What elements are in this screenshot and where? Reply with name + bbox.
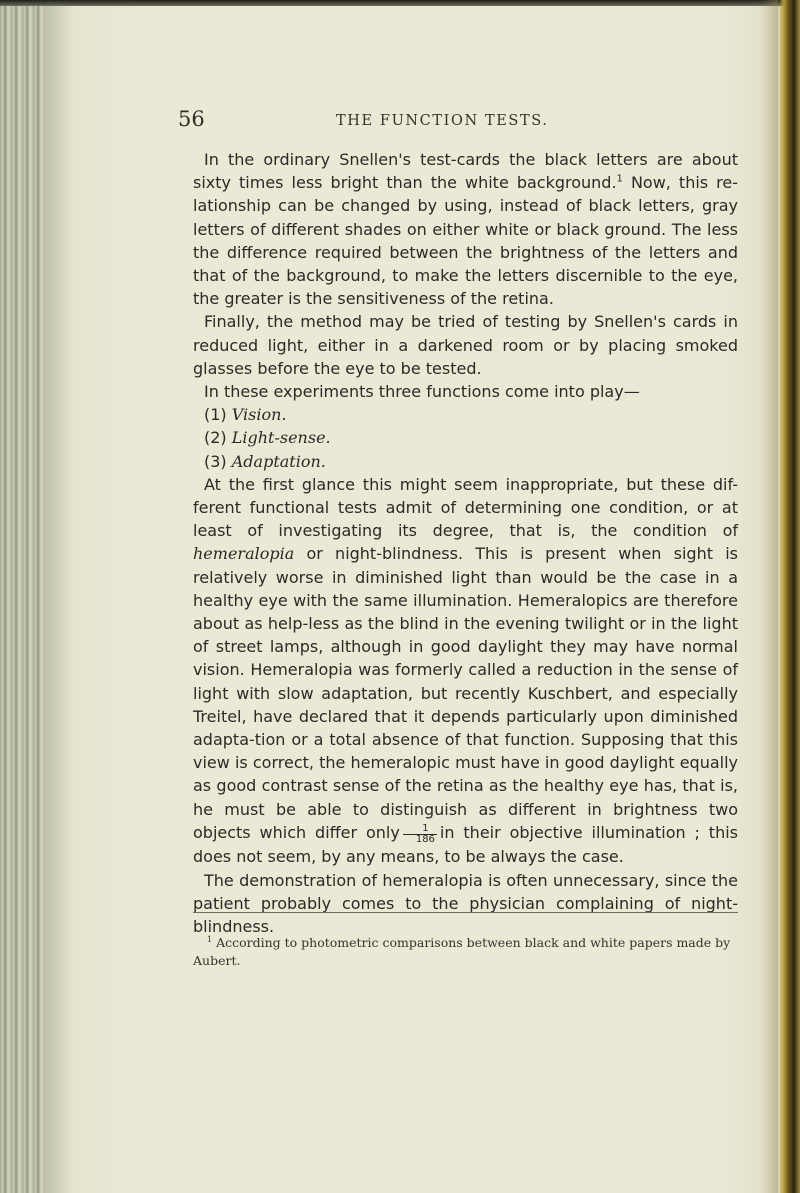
paragraph-3: In these experiments three functions come into play—	[204, 382, 640, 402]
paragraph-4	[193, 473, 738, 869]
list-item-label: Light-sense.	[231, 428, 331, 448]
paragraph-text: Now, this re-lationship can be changed by using, instead of black letters, gray letters of different shades on either white or black ground. The less the difference required between the brightness of the letters and that of the background, to make the letters discernible to the eye, the greater is the sensitiveness of the retina.	[193, 173, 738, 309]
list-item	[193, 450, 738, 473]
fraction-numerator: 1	[403, 824, 437, 835]
paragraph-5: The demonstration of hemeralopia is often unnecessary, since the patient probably comes to the physician complaining of night-blindness.	[193, 870, 738, 936]
list-item	[193, 426, 738, 449]
book-edge-right	[778, 0, 800, 1193]
list-item-number: (1)	[204, 405, 232, 425]
italic-term: hemeralopia	[193, 544, 295, 564]
gutter-shadow	[44, 0, 74, 1193]
footnote-divider	[193, 912, 738, 913]
list-item-number: (3)	[204, 451, 232, 471]
paragraph-text: or night-blindness. This is present when sight is relatively worse in diminished light than would be the case in a healthy eye with the same illumination. Hemeralopics are therefore about as help-less as the blind in the evening twilight or in the light of street lamps, although in good daylight they may have normal vision. Hemeralopia was formerly called a reduction in the sense of light with slow adaptation, but recently Kuschbert, and especially Treitel, have declared that it depends particularly upon diminished adapta-tion or a total absence of that function. Supposing that this view is correct, the hemeralopic must have in good daylight equally as good contrast sense of the retina as the healthy eye has, that is, he must be able to distinguish as different in brightness two objects which differ only	[193, 544, 738, 842]
book-binding-left	[0, 0, 44, 1193]
footnote-reference: 1	[616, 173, 623, 185]
running-head: THE FUNCTION TESTS.	[336, 113, 549, 129]
fraction-denominator: 186	[415, 834, 435, 846]
paragraph-2: Finally, the method may be tried of testing by Snellen's cards in reduced light, either in a darkened room or by placing smoked glasses before the eye to be tested.	[193, 312, 738, 378]
fraction	[403, 824, 437, 845]
page-header	[178, 105, 738, 145]
paragraph-text: In the ordinary Snellen's test-cards the black letters are about sixty times less bright than the white background.	[193, 150, 738, 193]
paragraph-1	[193, 148, 738, 310]
list-item-label: Vision.	[231, 405, 287, 425]
body-text	[193, 148, 738, 938]
footnote-text: According to photometric comparisons between black and white papers made by Aubert.	[193, 935, 731, 968]
paragraph-text: At the first glance this might seem inappropriate, but these dif-ferent functional tests admit of determining one condition, or at least of investigating its degree, that is, the condition of	[193, 474, 738, 541]
paragraph-text: in their objective illumination ; this does not seem, by any means, to be always the case.	[193, 822, 739, 867]
footnote-marker: 1	[207, 934, 213, 944]
footnote	[193, 934, 738, 970]
right-page-shadow	[760, 0, 778, 1193]
list-item	[193, 403, 738, 426]
list-item-label: Adaptation.	[231, 451, 326, 471]
page-number: 56	[178, 107, 205, 131]
page-top-edge	[0, 0, 800, 6]
list-item-number: (2)	[204, 428, 232, 448]
